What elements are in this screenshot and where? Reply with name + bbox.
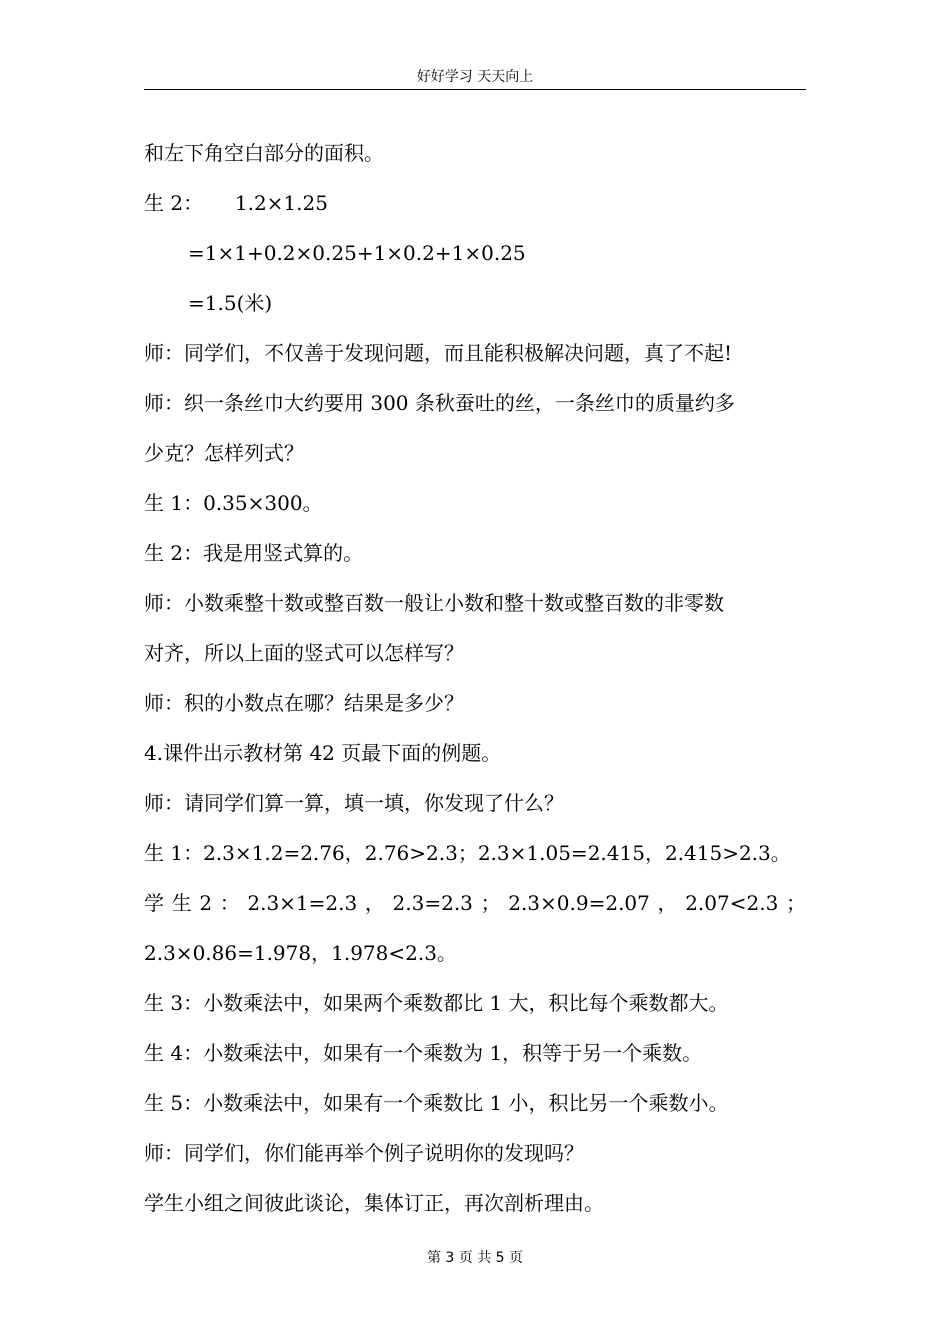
justified-token: ； (480, 891, 501, 915)
justified-line (144, 878, 806, 928)
justified-token: ： (219, 891, 240, 915)
document-body (144, 128, 806, 1228)
page-footer: 第 3 页 共 5 页 (426, 1250, 524, 1266)
text-line: =1.5(米) (188, 291, 273, 315)
text-line: 生 1：0.35×300。 (144, 491, 323, 515)
text-line: 生 2：我是用竖式算的。 (144, 541, 364, 565)
justified-token: ， (364, 891, 385, 915)
text-line: 生 3：小数乘法中，如果两个乘数都比 1 大，积比每个乘数都大。 (144, 991, 729, 1015)
text-line: 师：积的小数点在哪？结果是多少？ (144, 691, 464, 715)
justified-token: 2 (199, 891, 213, 915)
text-line: =1×1+0.2×0.25+1×0.2+1×0.25 (188, 241, 526, 265)
page-header: 好好学习 天天向上 (416, 69, 534, 85)
text-line: 生 1：2.3×1.2=2.76，2.76>2.3；2.3×1.05=2.415，2.415>2.3。 (144, 841, 791, 865)
text-line: 师：同学们，不仅善于发现问题，而且能积极解决问题，真了不起! (144, 341, 733, 365)
text-line: 生 4：小数乘法中，如果有一个乘数为 1，积等于另一个乘数。 (144, 1041, 703, 1065)
text-line: 4.课件出示教材第 42 页最下面的例题。 (144, 741, 502, 765)
justified-token: 生 (171, 891, 192, 915)
text-line: 生 2： 1.2×1.25 (144, 191, 328, 215)
justified-token: 2.3×0.9=2.07 (508, 891, 650, 915)
justified-token: 2.3=2.3 (392, 891, 473, 915)
justified-token: ， (657, 891, 678, 915)
justified-token: ； (785, 891, 806, 915)
text-line: 学生小组之间彼此谈论，集体订正，再次剖析理由。 (144, 1191, 604, 1215)
text-line: 生 5：小数乘法中，如果有一个乘数比 1 小，积比另一个乘数小。 (144, 1091, 729, 1115)
justified-token: 2.07<2.3 (685, 891, 779, 915)
header-rule (144, 89, 806, 90)
text-line: 师：织一条丝巾大约要用 300 条秋蚕吐的丝，一条丝巾的质量约多 (144, 391, 735, 415)
text-line: 师：请同学们算一算，填一填，你发现了什么？ (144, 791, 564, 815)
text-line: 少克？怎样列式？ (144, 441, 304, 465)
text-line: 师：同学们，你们能再举个例子说明你的发现吗？ (144, 1141, 584, 1165)
text-line: 2.3×0.86=1.978，1.978<2.3。 (144, 941, 457, 965)
justified-token: 2.3×1=2.3 (247, 891, 358, 915)
text-line: 对齐，所以上面的竖式可以怎样写？ (144, 641, 464, 665)
justified-token: 学 (144, 891, 164, 915)
text-line: 师：小数乘整十数或整百数一般让小数和整十数或整百数的非零数 (144, 591, 724, 615)
text-line: 和左下角空白部分的面积。 (144, 141, 384, 165)
